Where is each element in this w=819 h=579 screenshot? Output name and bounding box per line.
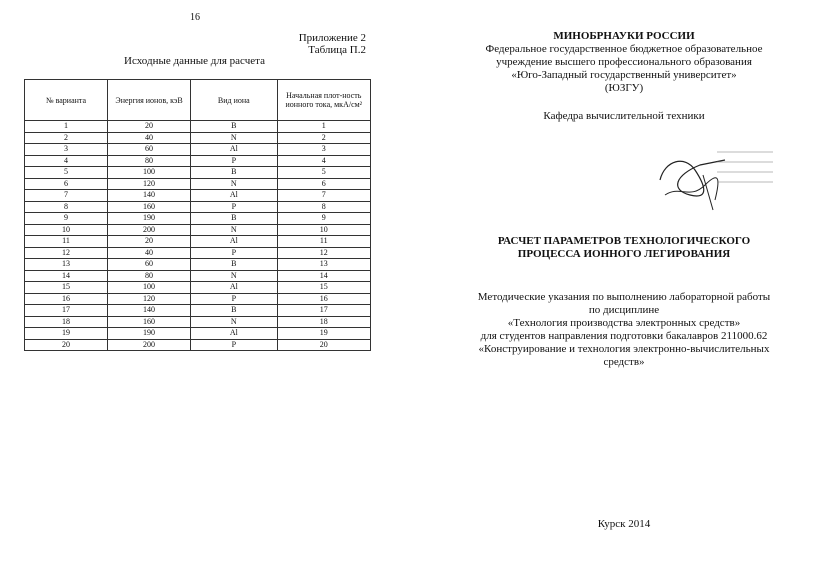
cell-variant: 11 <box>25 236 108 248</box>
table-row <box>25 328 371 340</box>
cell-density: 14 <box>277 270 370 282</box>
desc-line-6: средств» <box>603 356 645 368</box>
table-number: Таблица П.2 <box>308 44 366 56</box>
cell-density: 18 <box>277 316 370 328</box>
cell-energy: 20 <box>108 121 191 133</box>
cell-variant: 3 <box>25 144 108 156</box>
cell-density: 3 <box>277 144 370 156</box>
cell-ion-type: P <box>191 247 278 259</box>
table-row <box>25 213 371 225</box>
cell-energy: 60 <box>108 144 191 156</box>
table-row <box>25 121 371 133</box>
cell-ion-type: N <box>191 132 278 144</box>
cell-density: 4 <box>277 155 370 167</box>
cell-variant: 8 <box>25 201 108 213</box>
cell-energy: 200 <box>108 224 191 236</box>
cell-density: 2 <box>277 132 370 144</box>
cell-ion-type: N <box>191 178 278 190</box>
cell-energy: 140 <box>108 305 191 317</box>
cell-ion-type: P <box>191 155 278 167</box>
appendix-label <box>299 32 366 56</box>
cell-density: 15 <box>277 282 370 294</box>
table-header-row <box>25 80 371 121</box>
cell-density: 11 <box>277 236 370 248</box>
document-description <box>444 291 804 369</box>
cell-variant: 13 <box>25 259 108 271</box>
cell-ion-type: N <box>191 270 278 282</box>
cell-variant: 1 <box>25 121 108 133</box>
cell-variant: 14 <box>25 270 108 282</box>
source-data-table <box>24 79 371 351</box>
institution-line-3: «Юго-Западный государственный университет» <box>511 69 737 81</box>
cell-density: 10 <box>277 224 370 236</box>
cell-variant: 19 <box>25 328 108 340</box>
table-row <box>25 339 371 351</box>
cell-density: 19 <box>277 328 370 340</box>
cell-variant: 18 <box>25 316 108 328</box>
cell-ion-type: B <box>191 259 278 271</box>
cell-ion-type: P <box>191 293 278 305</box>
cell-ion-type: P <box>191 201 278 213</box>
document-title <box>444 235 804 261</box>
cell-energy: 60 <box>108 259 191 271</box>
cell-energy: 40 <box>108 132 191 144</box>
table-row <box>25 144 371 156</box>
table-row <box>25 224 371 236</box>
desc-line-2: по дисциплине <box>588 304 660 316</box>
desc-line-3: «Технология производства электронных средств» <box>507 317 741 329</box>
cell-ion-type: N <box>191 224 278 236</box>
institution-short: (ЮЗГУ) <box>604 82 644 94</box>
cell-energy: 140 <box>108 190 191 202</box>
cell-energy: 190 <box>108 213 191 225</box>
table-row <box>25 167 371 179</box>
cell-ion-type: Al <box>191 190 278 202</box>
cell-density: 16 <box>277 293 370 305</box>
cell-variant: 16 <box>25 293 108 305</box>
cell-energy: 100 <box>108 167 191 179</box>
desc-line-4: для студентов направления подготовки бакалавров 211000.62 <box>480 330 768 342</box>
cell-ion-type: N <box>191 316 278 328</box>
cell-energy: 160 <box>108 316 191 328</box>
cell-ion-type: Al <box>191 328 278 340</box>
cell-density: 17 <box>277 305 370 317</box>
approval-stamp-signature <box>655 140 775 220</box>
table-row <box>25 270 371 282</box>
cell-energy: 80 <box>108 155 191 167</box>
header-energy: Энергия ионов, кэВ <box>108 80 191 121</box>
title-line-2: ПРОЦЕССА ИОННОГО ЛЕГИРОВАНИЯ <box>517 248 731 260</box>
cell-energy: 190 <box>108 328 191 340</box>
cell-density: 6 <box>277 178 370 190</box>
cell-ion-type: B <box>191 167 278 179</box>
institution-line-2: учреждение высшего профессионального образования <box>496 56 752 68</box>
cell-density: 20 <box>277 339 370 351</box>
cell-density: 7 <box>277 190 370 202</box>
cell-energy: 100 <box>108 282 191 294</box>
table-row <box>25 259 371 271</box>
cell-variant: 20 <box>25 339 108 351</box>
institution-line-1: Федеральное государственное бюджетное образовательное <box>485 43 763 55</box>
table-row <box>25 132 371 144</box>
table-row <box>25 282 371 294</box>
institution-name <box>444 43 804 95</box>
cell-ion-type: B <box>191 305 278 317</box>
cell-ion-type: Al <box>191 144 278 156</box>
cell-density: 12 <box>277 247 370 259</box>
cell-ion-type: Al <box>191 236 278 248</box>
cell-energy: 20 <box>108 236 191 248</box>
desc-line-5: «Конструирование и технология электронно-вычислительных <box>478 343 770 355</box>
department-name: Кафедра вычислительной техники <box>543 110 705 122</box>
table-caption: Исходные данные для расчета <box>124 55 265 67</box>
cell-variant: 7 <box>25 190 108 202</box>
cell-ion-type: B <box>191 213 278 225</box>
cell-energy: 160 <box>108 201 191 213</box>
cell-variant: 17 <box>25 305 108 317</box>
cell-energy: 80 <box>108 270 191 282</box>
page-number: 16 <box>190 12 200 23</box>
header-density: Начальная плот-ность ионного тока, мкА/см² <box>277 80 370 121</box>
ministry-name: МИНОБРНАУКИ РОССИИ <box>553 30 695 42</box>
table-body <box>25 121 371 351</box>
cell-energy: 120 <box>108 178 191 190</box>
table-row <box>25 201 371 213</box>
table-row <box>25 178 371 190</box>
cell-variant: 15 <box>25 282 108 294</box>
cell-energy: 120 <box>108 293 191 305</box>
desc-line-1: Методические указания по выполнению лабораторной работы <box>477 291 771 303</box>
cell-ion-type: Al <box>191 282 278 294</box>
cell-variant: 6 <box>25 178 108 190</box>
cell-variant: 5 <box>25 167 108 179</box>
table-row <box>25 236 371 248</box>
title-line-1: РАСЧЕТ ПАРАМЕТРОВ ТЕХНОЛОГИЧЕСКОГО <box>497 235 751 247</box>
cell-energy: 200 <box>108 339 191 351</box>
cell-variant: 9 <box>25 213 108 225</box>
table-row <box>25 190 371 202</box>
appendix-number: Приложение 2 <box>298 32 366 44</box>
cell-density: 8 <box>277 201 370 213</box>
table-row <box>25 247 371 259</box>
table-row <box>25 293 371 305</box>
cell-variant: 4 <box>25 155 108 167</box>
cell-density: 1 <box>277 121 370 133</box>
table-row <box>25 305 371 317</box>
header-variant: № варианта <box>25 80 108 121</box>
cell-ion-type: B <box>191 121 278 133</box>
cell-variant: 10 <box>25 224 108 236</box>
cell-variant: 2 <box>25 132 108 144</box>
table-row <box>25 316 371 328</box>
header-ion-type: Вид иона <box>191 80 278 121</box>
cell-density: 9 <box>277 213 370 225</box>
cell-density: 13 <box>277 259 370 271</box>
cell-density: 5 <box>277 167 370 179</box>
cell-ion-type: P <box>191 339 278 351</box>
cell-energy: 40 <box>108 247 191 259</box>
cell-variant: 12 <box>25 247 108 259</box>
city-year: Курск 2014 <box>597 518 651 530</box>
table-row <box>25 155 371 167</box>
